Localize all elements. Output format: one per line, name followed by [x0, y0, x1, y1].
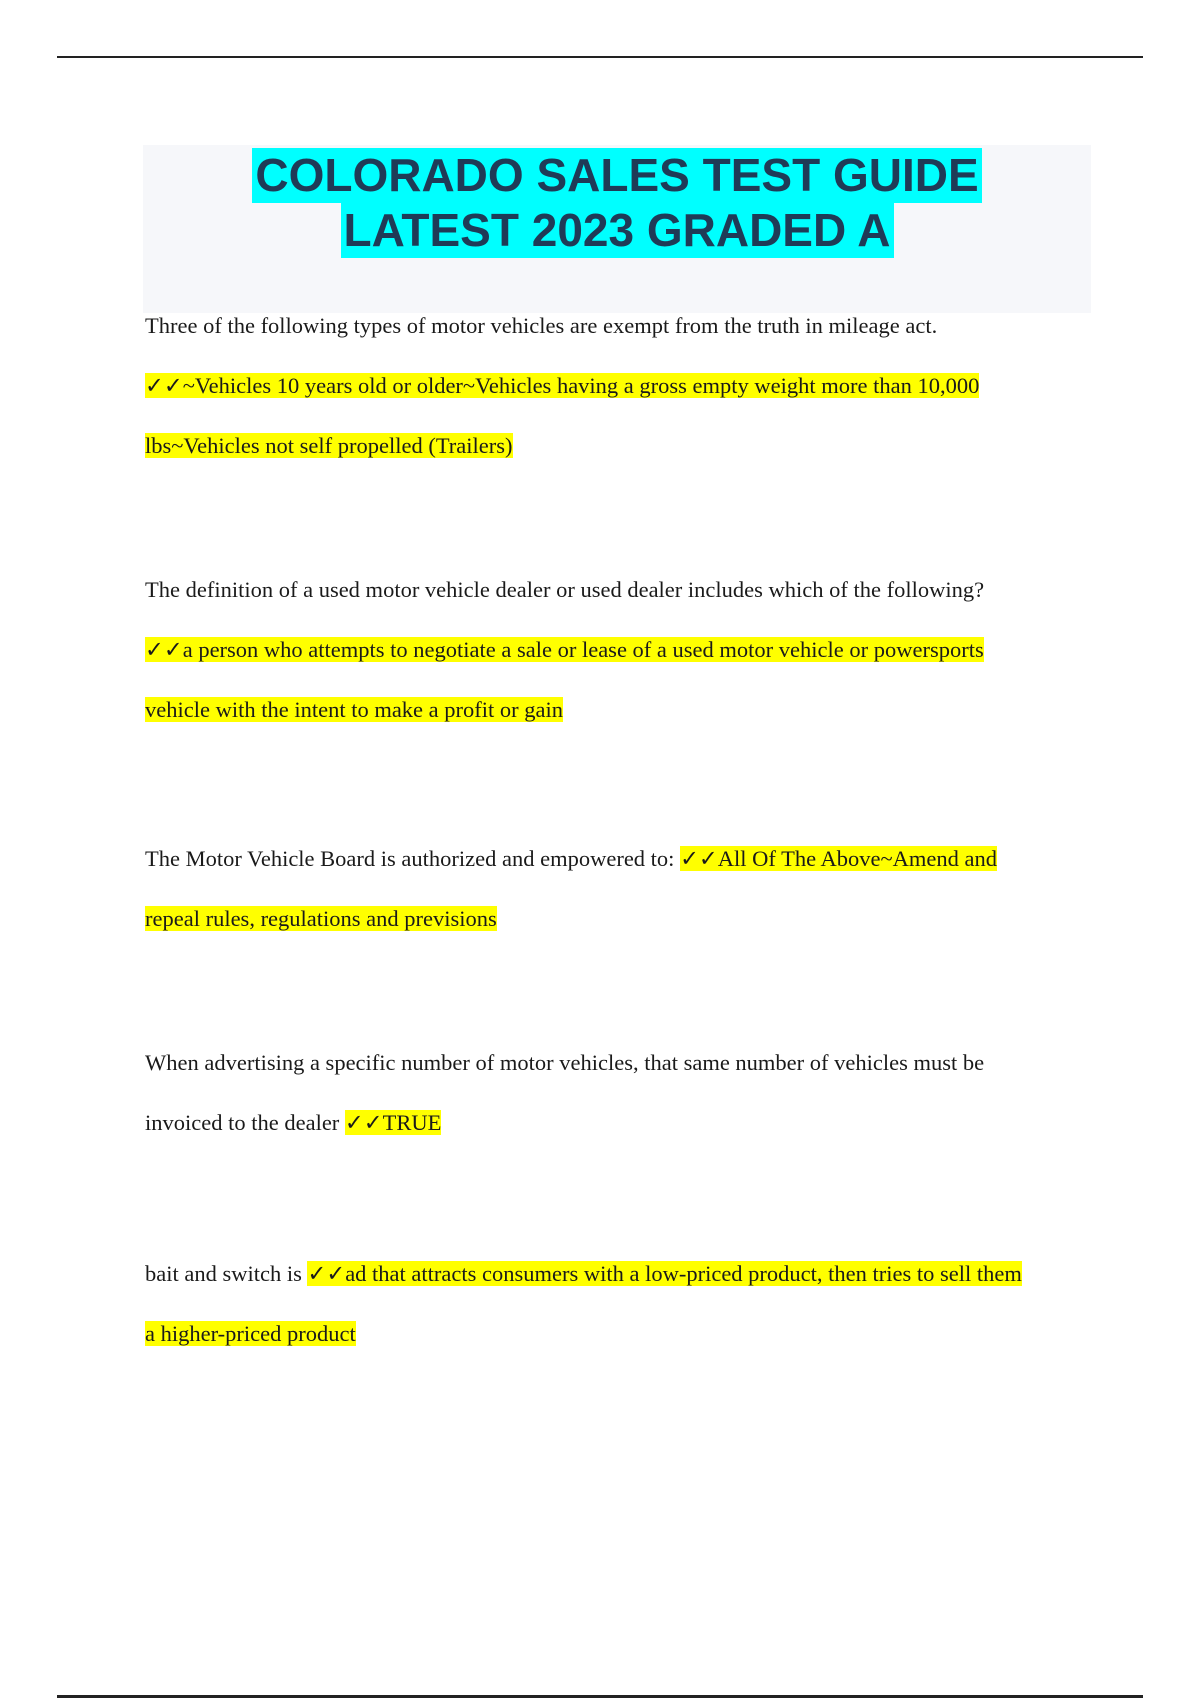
answer-text: ✓✓a person who attempts to negotiate a sale or lease of a used motor vehicle or powersports — [145, 637, 984, 662]
title-block — [143, 145, 1091, 313]
top-rule — [57, 56, 1143, 58]
question-text: Three of the following types of motor vehicles are exempt from the truth in mileage act. — [145, 313, 938, 338]
question-text: The Motor Vehicle Board is authorized and empowered to: — [145, 846, 675, 871]
qa-item-5 — [145, 1244, 1095, 1364]
qa-item-1 — [145, 296, 1095, 476]
question-text: When advertising a specific number of motor vehicles, that same number of vehicles must be — [145, 1050, 985, 1075]
question-text: bait and switch is — [145, 1261, 302, 1286]
answer-text: repeal rules, regulations and previsions — [145, 906, 497, 931]
answer-text: ✓✓~Vehicles 10 years old or older~Vehicles having a gross empty weight more than 10,000 — [145, 373, 980, 398]
qa-item-2 — [145, 560, 1095, 740]
bottom-rule — [57, 1695, 1143, 1698]
answer-text: vehicle with the intent to make a profit or gain — [145, 697, 563, 722]
title-line-2: LATEST 2023 GRADED A — [341, 203, 894, 258]
title-line-1: COLORADO SALES TEST GUIDE — [252, 148, 981, 203]
answer-text: ✓✓ad that attracts consumers with a low-priced product, then tries to sell them — [307, 1261, 1022, 1286]
question-text: The definition of a used motor vehicle dealer or used dealer includes which of the following? — [145, 577, 985, 602]
answer-text: lbs~Vehicles not self propelled (Trailers) — [145, 433, 513, 458]
answer-text: a higher-priced product — [145, 1321, 356, 1346]
qa-item-3 — [145, 829, 1095, 949]
qa-item-4 — [145, 1033, 1095, 1153]
answer-text: ✓✓TRUE — [344, 1110, 442, 1135]
question-text: invoiced to the dealer — [145, 1110, 340, 1135]
answer-text: ✓✓All Of The Above~Amend and — [680, 846, 997, 871]
